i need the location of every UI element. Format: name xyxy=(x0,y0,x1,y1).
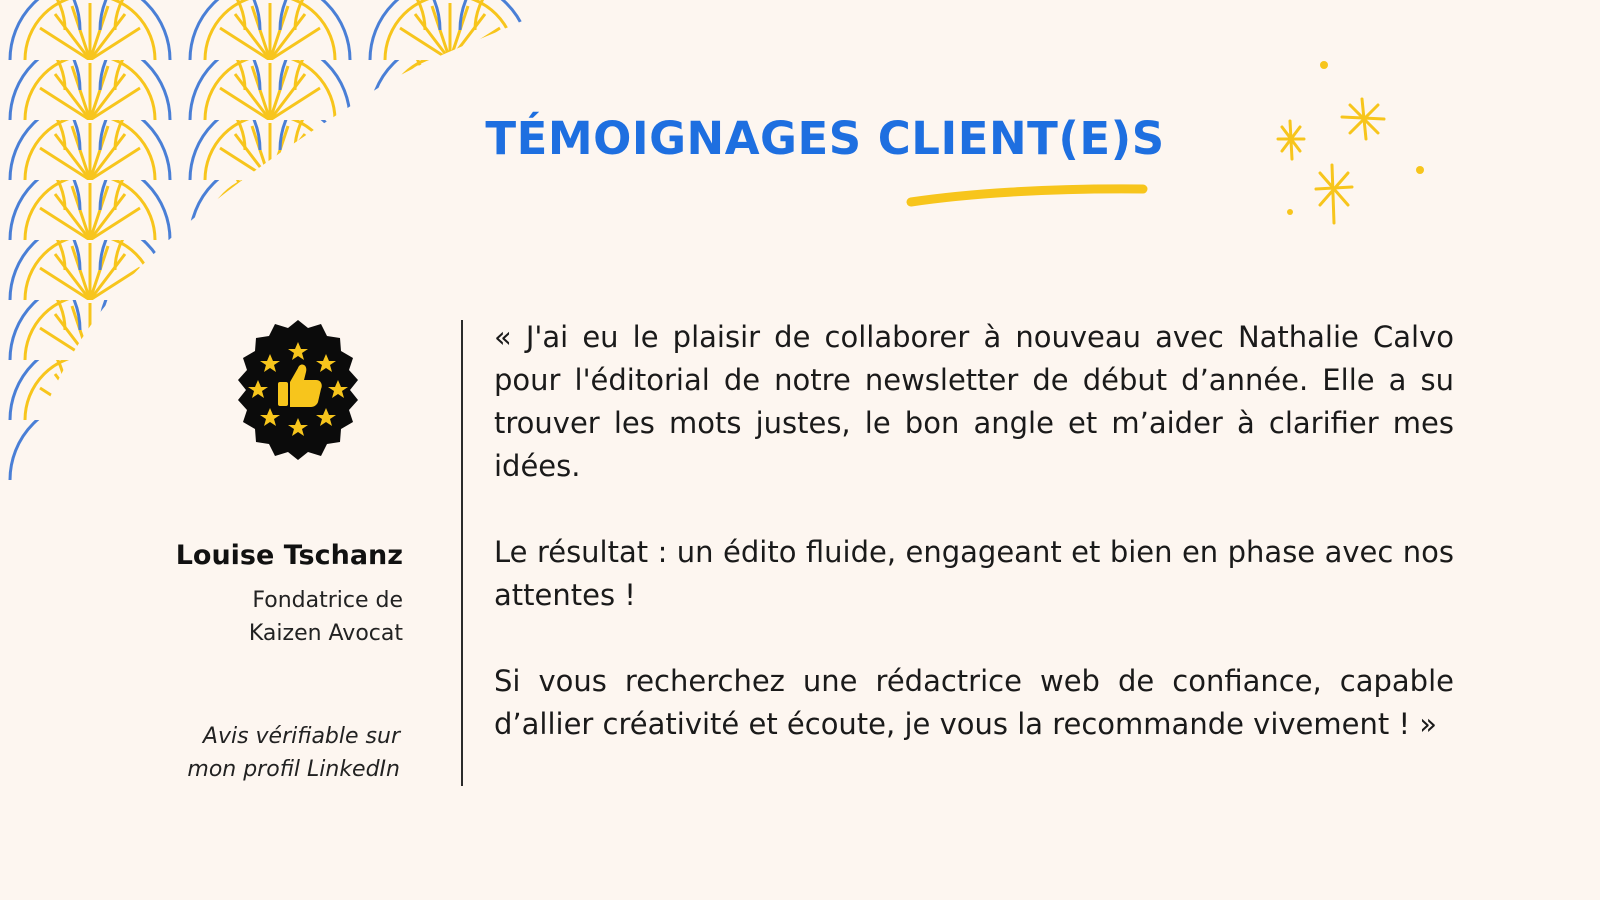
client-role-line-2: Kaizen Avocat xyxy=(248,621,403,646)
quote-paragraph: Le résultat : un édito fluide, engageant et bien en phase avec nos attentes ! xyxy=(494,535,1454,612)
quote-paragraph: « J'ai eu le plaisir de collaborer à nouveau avec Nathalie Calvo pour l'éditorial de notre newsletter de début d’année. Elle a su trouver les mots justes, le bon angle et m’aider à clarifier mes idées. xyxy=(494,320,1454,483)
title-underline-stroke xyxy=(905,178,1155,212)
thumbs-up-stars-badge-icon xyxy=(226,318,370,462)
client-name: Louise Tschanz xyxy=(175,540,403,571)
verification-note xyxy=(187,720,400,786)
quote-paragraph: Si vous recherchez une rédactrice web de confiance, capable d’allier créativité et écoute, je vous la recommande vivement ! » xyxy=(494,664,1454,741)
vertical-divider xyxy=(461,320,463,786)
verification-line-1: Avis vérifiable sur xyxy=(202,724,400,749)
verification-line-2: mon profil LinkedIn xyxy=(187,757,400,782)
client-role xyxy=(249,584,403,650)
client-role-line-1: Fondatrice de xyxy=(252,588,403,613)
testimonial-quote xyxy=(494,316,1454,746)
sparkles-icon xyxy=(1270,55,1430,235)
page-title: TÉMOIGNAGES CLIENT(E)S xyxy=(485,112,1165,165)
